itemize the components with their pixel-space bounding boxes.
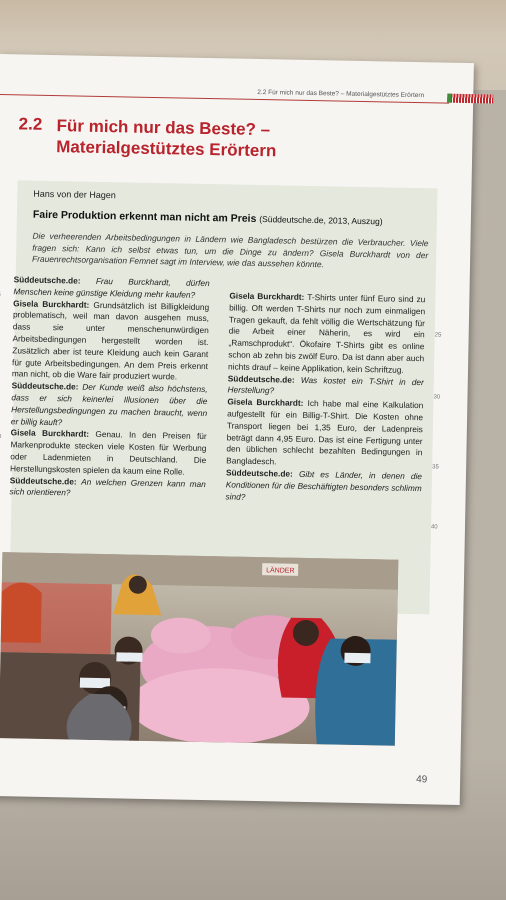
line-number: 30 [433,394,441,401]
factory-photo [0,552,398,746]
color-stripes [447,94,493,104]
textbook-page [0,54,474,805]
speaker-label: Gisela Burckhardt: [229,290,305,302]
section-number: 2.2 [18,114,43,134]
speaker-label: Süddeutsche.de: [13,274,81,286]
paragraph-text: Gibt es Länder, in denen die Konditionen für die Beschäftigten besonders schlimm sind? [225,468,423,502]
page-number: 49 [416,774,428,786]
garment-factory-image [0,552,398,746]
interview-paragraph [10,428,207,479]
right-column [225,290,425,506]
article-author: Hans von der Hagen [33,188,116,201]
paragraph-text: T-Shirts unter fünf Euro sind zu billig. Oft werden T-Shirts nur noch zum einmaligen Tragen gekauft, da fehlt völlig die Wertschätzung für die Arbeit einer Näherin, es wird ein „Ramschprodukt“. Ökofaire T-Shirts gibt es online schon ab zehn bis zwölf Euro. Da ist dann aber auch nichts drauf – keine Applikation, kein Schriftzug. [227,291,426,375]
paragraph-text: Ich habe mal eine Kalkulation aufgestellt für ein Billig-T-Shirt. Die Kosten ohne Transport liegen bei 1,35 Euro, der Ladenpreis beträgt dann 4,95 Euro. Das ist eine Fertigung unter den üblichen schlecht bezahlten Bedingungen in Bangladesch. [226,398,424,467]
paragraph-text: Was kostet ein T-Shirt in der Herstellung? [227,374,424,396]
section-title [56,115,357,163]
interview-paragraph [12,298,210,384]
line-number: 35 [432,464,439,471]
interview-paragraph [11,380,208,431]
speaker-label: Süddeutsche.de: [225,467,293,479]
speaker-label: Gisela Burckhardt: [227,396,304,409]
paragraph-text: Genau. In den Preisen für Markenprodukte stecken viele Kosten für Werbung oder Ladenmieten in Deutschland. Die Herstellungskosten spielen da kaum eine Rolle. [9,429,207,477]
speaker-label: Gisela Burckhardt: [10,427,90,440]
speaker-label: Süddeutsche.de: [11,380,79,392]
paragraph-text: Frau Burckhardt, dürfen Menschen keine günstige Kleidung mehr kaufen? [13,275,210,300]
headline-text: Faire Produktion erkennt man nicht am Preis [32,208,257,225]
interview-paragraph [225,467,422,506]
photo-sign-text: LÄNDER [266,567,295,575]
article-source: (Süddeutsche.de, 2013, Auszug) [259,214,383,227]
interview-paragraph [228,290,426,376]
section-title-line1: Für mich nur das Beste? – [56,116,271,140]
left-column [9,274,209,502]
section-title-line2: Materialgestütztes Erörtern [56,137,277,161]
speaker-label: Süddeutsche.de: [9,474,77,487]
line-number: 40 [430,524,438,531]
interview-paragraph [9,475,205,502]
interview-paragraph [226,397,423,472]
article-intro: Die verheerenden Arbeitsbedingungen in Ländern wie Bangladesch bestürzen die Verbraucher. Viele fragen sich: Kann ich selbst etwas tun, um die Dinge zu ändern? Gisela Burckhardt von der Frauenrechtsorganisation Femnet sagt im Interview, wie das aussehen könnte. [31,230,429,270]
line-number: 25 [434,332,442,339]
article-headline [33,209,383,228]
paragraph-text: Der Kunde weiß also höchstens, dass er sich keinerlei Illusionen über die Herstellungsbedingungen zu machen braucht, wenn er billig kauft? [10,381,208,427]
material-panel [9,180,437,614]
running-head: 2.2 Für mich nur das Beste? – Materialgestütztes Erörtern [257,88,425,100]
speaker-label: Gisela Burckhardt: [13,297,90,310]
speaker-label: Süddeutsche.de: [227,373,295,385]
line-number [0,434,1,440]
line-number [0,292,1,298]
paragraph-text: An welchen Grenzen kann man sich orientieren? [9,476,206,498]
paragraph-text: Grundsätzlich ist Billigkleidung problematisch, weil man davon ausgehen muss, dass sie unter menschenunwürdigen Arbeitsbedingungen hergestellt worden ist. Zusätzlich aber ist teure Kleidung auch kein Garant für gute Arbeitsbedingungen. An dem Preis erkennt man nicht, ob die Ware fair produziert wurde. [11,299,210,382]
